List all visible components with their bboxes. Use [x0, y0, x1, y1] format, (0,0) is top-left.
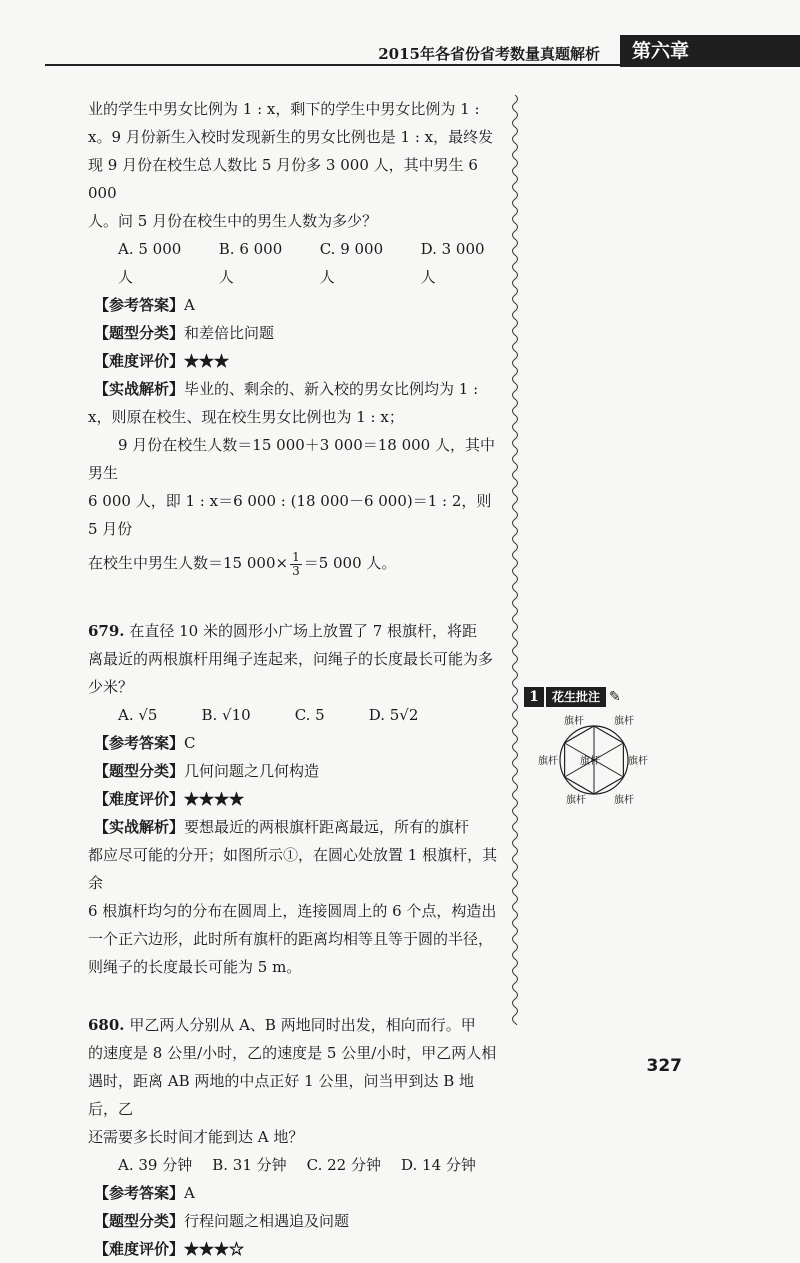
difficulty-rating: 【难度评价】★★★☆ [94, 1240, 245, 1258]
option-b: B. 6 000 人 [218, 240, 283, 286]
question-type: 【题型分类】和差倍比问题 [94, 324, 275, 342]
analysis-line: 6 根旗杆均匀的分布在圆周上，连接圆周上的 6 个点，构造出 [88, 902, 497, 920]
option-a: A. 39 分钟 [118, 1156, 193, 1174]
difficulty-rating: 【难度评价】★★★ [94, 352, 230, 370]
question-679-line: 679. 在直径 10 米的圆形小广场上放置了 7 根旗杆，将距 [88, 622, 478, 640]
fraction: $\frac{1}{3}$ [292, 549, 300, 578]
analysis-heading: 【实战解析】毕业的、剩余的、新入校的男女比例均为 1 : [94, 380, 479, 398]
margin-wavy-divider [508, 95, 522, 1025]
pole-label: 旗杆 [564, 716, 584, 727]
option-c: C. 9 000 人 [319, 240, 384, 286]
option-c: C. 5 [294, 706, 325, 724]
option-a: A. √5 [118, 706, 158, 724]
analysis-heading: 【实战解析】要想最近的两根旗杆距离最远，所有的旗杆 [94, 818, 470, 836]
question-type: 【题型分类】行程问题之相遇追及问题 [94, 1212, 350, 1230]
pole-label: 旗杆 [566, 795, 586, 804]
question-680-line: 680. 甲乙两人分别从 A、B 两地同时出发，相向而行。甲 [88, 1016, 476, 1034]
margin-note [524, 686, 664, 708]
option-d: D. 5√2 [368, 706, 419, 724]
main-content [88, 95, 502, 1263]
reference-answer: 【参考答案】A [94, 1184, 195, 1202]
analysis-line: 6 000 人，即 1 : x＝6 000 : (18 000－6 000)＝1 : 2，则 5 月份 [88, 492, 492, 538]
question-text-line: 现 9 月份在校生总人数比 5 月份多 3 000 人，其中男生 6 000 [88, 156, 478, 202]
analysis-line: 一个正六边形，此时所有旗杆的距离均相等且等于圆的半径， [88, 930, 494, 948]
answer-options [88, 701, 502, 729]
option-b: B. √10 [201, 706, 251, 724]
option-c: C. 22 分钟 [306, 1156, 381, 1174]
option-b: B. 31 分钟 [212, 1156, 287, 1174]
pole-label: 旗杆 [538, 756, 558, 767]
pole-label: 旗杆 [614, 795, 634, 804]
analysis-line: 则绳子的长度最长可能为 5 m。 [88, 958, 302, 976]
reference-answer: 【参考答案】C [94, 734, 196, 752]
question-text-line: 遇时，距离 AB 两地的中点正好 1 公里，问当甲到达 B 地后，乙 [88, 1072, 475, 1118]
page-number: 327 [646, 1056, 682, 1076]
pole-label: 旗杆 [614, 716, 634, 727]
reference-answer: 【参考答案】A [94, 296, 195, 314]
note-number: 1 [524, 687, 544, 707]
flagpole-hexagon-diagram [524, 712, 664, 804]
question-text-line: 人。问 5 月份在校生中的男生人数为多少？ [88, 212, 378, 230]
note-title: 花生批注 [546, 687, 606, 707]
answer-options [88, 235, 502, 291]
question-text-line: x。9 月份新生入校时发现新生的男女比例也是 1 : x，最终发 [88, 128, 494, 146]
option-d: D. 14 分钟 [401, 1156, 476, 1174]
option-a: A. 5 000 人 [118, 240, 182, 286]
question-type: 【题型分类】几何问题之几何构造 [94, 762, 320, 780]
analysis-line: 都应尽可能的分开；如图所示①，在圆心处放置 1 根旗杆，其余 [88, 846, 498, 892]
question-text-line: 少米？ [88, 678, 134, 696]
note-badge [524, 686, 664, 708]
answer-options [88, 1151, 502, 1179]
question-text-line: 还需要多长时间才能到达 A 地？ [88, 1128, 304, 1146]
analysis-line: 在校生中男生人数＝15 000× $\frac{1}{3}$ ＝5 000 人。 [88, 549, 397, 578]
question-text-line: 离最近的两根旗杆用绳子连起来，问绳子的长度最长可能为多 [88, 650, 494, 668]
pencil-icon: ✎ [609, 689, 621, 705]
analysis-line: x，则原在校生、现在校生男女比例也为 1 : x； [88, 408, 404, 426]
difficulty-rating: 【难度评价】★★★★ [94, 790, 245, 808]
chapter-tab: 第六章 [620, 35, 800, 67]
question-text-line: 的速度是 8 公里/小时，乙的速度是 5 公里/小时，甲乙两人相 [88, 1044, 497, 1062]
pole-label: 旗杆 [580, 756, 600, 767]
option-d: D. 3 000 人 [420, 240, 485, 286]
question-text-line: 业的学生中男女比例为 1 : x，剩下的学生中男女比例为 1 : [88, 100, 480, 118]
book-title: 2015年各省份省考数量真题解析 [378, 45, 600, 63]
pole-label: 旗杆 [628, 756, 648, 767]
analysis-line: 9 月份在校生人数＝15 000＋3 000＝18 000 人，其中男生 [88, 436, 495, 482]
page-header [0, 35, 800, 75]
